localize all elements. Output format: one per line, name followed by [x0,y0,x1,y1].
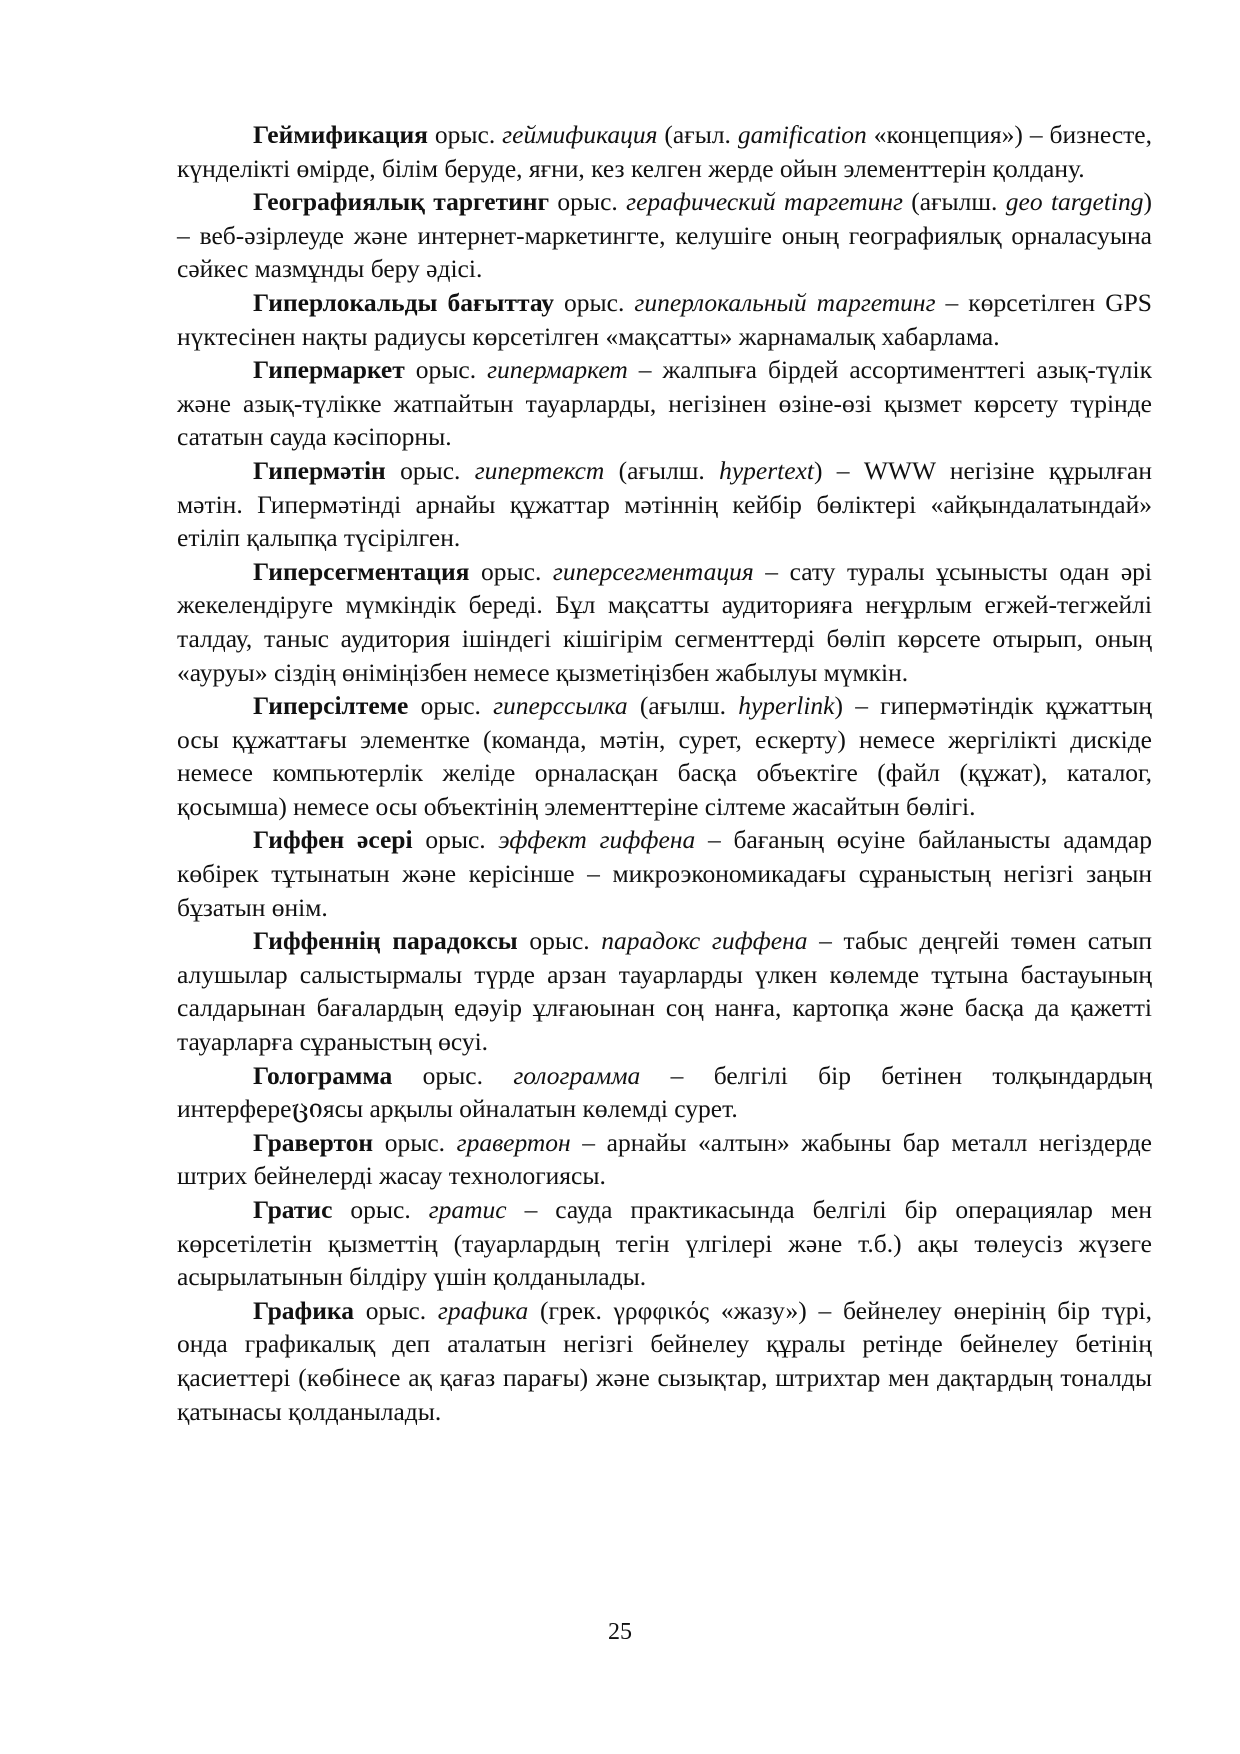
glossary-entry [177,286,1152,353]
entry-term: Гиффен әсері [253,825,413,855]
entry-term: Гипермәтін [253,455,386,485]
entry-lang-label: орыс. [408,691,494,721]
entry-lang-label: орыс. [392,1060,514,1090]
glossary-entry [177,1193,1152,1294]
entry-english: hypertext [719,455,814,485]
entry-russian: эффект гиффена [498,825,696,855]
entry-term: Геймификация [253,120,428,149]
entry-term: Голограмма [253,1060,393,1090]
entry-definition: ) – WWW негізіне құрылған мәтін. Гипермәтінді арнайы құжаттар мәтіннің кейбір бөліктері «айқындалатындай» етіліп қалыпқа түсірілген. [177,455,1152,553]
entry-lang-label: орыс. [385,455,475,485]
entry-russian: герафический таргетинг [626,187,903,217]
entry-term: Гиперсегментация [253,556,470,586]
entry-origin-label: (ағылш. [627,691,739,721]
entry-term: Гиффеннің парадоксы [253,926,518,956]
entry-russian: геймификация [502,120,658,149]
entry-english: gamification [737,120,867,149]
entry-russian: гиперссылка [493,691,628,721]
entry-origin-label: (ағылш. [604,455,720,485]
entry-lang-label: орыс. [427,120,503,149]
entry-term: Гравертон [253,1127,374,1157]
entry-term: Географиялық таргетинг [253,187,550,217]
entry-russian: гипертекст [474,455,605,485]
entry-definition: ) – веб-әзірлеуде және интернет-маркетингте, келушіге оның географиялық орналасуына сәйкес мазмұнды беру әдісі. [177,187,1153,284]
entry-lang-label: орыс. [353,1295,438,1325]
entry-lang-label: орыс. [517,926,602,956]
entry-lang-label: орыс. [332,1195,429,1224]
glossary-entry [177,118,1152,185]
entry-definition: – жалпыға бірдей ассортименттегі азық-түлік және азық-түлікке жатпайтын тауарларды, негізінен өзіне-өзі қызмет көрсету түрінде сататын сауда кәсіпорны. [177,355,1153,452]
glossary-entry [177,353,1152,454]
glossary-entry [177,454,1152,555]
glossary-entry [177,1294,1152,1428]
entry-lang-label: орыс. [404,355,488,385]
entry-definition: – сауда практикасында белгілі бір операциялар мен көрсетілетін қызметтің (тауарлардың тегін үлгілері және т.б.) ақы төлеусіз жүзеге асырылатынын білдіру үшін қолданылады. [177,1195,1152,1292]
entry-definition: – белгілі бір бетінен толқындардың интерфереციясы арқылы ойналатын көлемді сурет. [177,1060,1153,1124]
entry-origin-label: (ағыл. [657,120,738,149]
glossary-entry [177,1126,1152,1193]
entry-russian: гратис [428,1195,507,1224]
entry-russian: гипермаркет [487,355,628,385]
entry-definition: – бағаның өсуіне байланысты адамдар көбірек тұтынатын және керісінше – микроэкономикадағы сұраныстың негізгі заңын бұзатын өнім. [177,825,1152,922]
entry-term: Графика [253,1295,354,1325]
entry-lang-label: орыс. [549,187,627,217]
glossary-entry [177,185,1152,286]
entry-russian: графика [437,1295,529,1325]
entry-lang-label: орыс. [469,556,553,586]
entry-russian: парадокс гиффена [601,926,808,956]
entry-lang-label: орыс. [412,825,499,855]
entry-definition: – көрсетілген GPS нүктесінен нақты радиусы көрсетілген «мақсатты» жарнамалық хабарлама. [177,287,1152,351]
entry-definition: – арнайы «алтын» жабыны бар металл негіздерде штрих бейнелерді жасау технологиясы. [177,1127,1153,1191]
entry-lang-label: орыс. [373,1127,457,1157]
entry-english: hyperlink [738,691,835,721]
entry-russian: гиперлокальный таргетинг [634,287,936,317]
entry-russian: гиперсегментация [552,556,754,586]
glossary-entry [177,823,1152,924]
entry-definition: ) – гипермәтіндік құжаттың осы құжаттағы элементке (команда, мәтін, сурет, ескерту) немесе жергілікті дискіде немесе компьютерлік желіде орналасқан басқа объектіге (файл (құжат), каталог, қосымша) немесе осы объектінің элементтеріне сілтеме жасайтын бөлігі. [177,691,1153,821]
entry-lang-label: орыс. [554,287,635,317]
entry-term: Гипермаркет [253,355,405,385]
entry-term: Гиперсілтеме [253,691,409,721]
glossary-entry [177,1059,1152,1126]
entry-term: Гратис [253,1195,333,1224]
entry-term: Гиперлокальды бағыттау [253,287,555,317]
glossary-entry [177,924,1152,1058]
page-body [177,118,1152,1428]
entry-origin-label: (грек. [528,1295,614,1325]
page-number: 25 [608,1619,632,1645]
glossary-entry [177,689,1152,823]
entry-origin-label: (ағылш. [902,187,1006,217]
entry-definition: γρφφικός «жазу») – бейнелеу өнерінің бір түрі, онда графикалық деп аталатын негізгі бейнелеу құралы ретінде бейнелеу бетінің қасиеттері (көбінесе ақ қағаз парағы) және сызықтар, штрихтар мен дақтардың тоналды қатынасы қолданылады. [177,1295,1152,1426]
entry-definition: – сату туралы ұсынысты одан әрі жекелендіруге мүмкіндік береді. Бұл мақсатты аудиторияға неғұрлым егжей-тегжейлі талдау, таныс аудитория ішіндегі кішігірім сегменттерді бөліп көрсете отырып, оның «ауруы» сіздің өніміңізбен немесе қызметіңізбен жабылуы мүмкін. [177,556,1152,687]
glossary-entry [177,555,1152,689]
entry-english: geo targeting [1005,187,1144,217]
entry-russian: гравертон [456,1127,571,1157]
entry-definition: «концепция») – бизнесте, күнделікті өмірде, білім беруде, яғни, кез келген жерде ойын элементтерін қолдану. [177,120,1152,183]
entry-definition: – табыс деңгейі төмен сатып алушылар салыстырмалы түрде арзан тауарларды үлкен көлемде тұтына бастауының салдарынан бағалардың едәуір ұлғаюынан соң нанға, картопқа және басқа да қажетті тауарларға сұраныстың өсуі. [177,926,1152,1057]
entry-russian: голограмма [513,1060,641,1090]
